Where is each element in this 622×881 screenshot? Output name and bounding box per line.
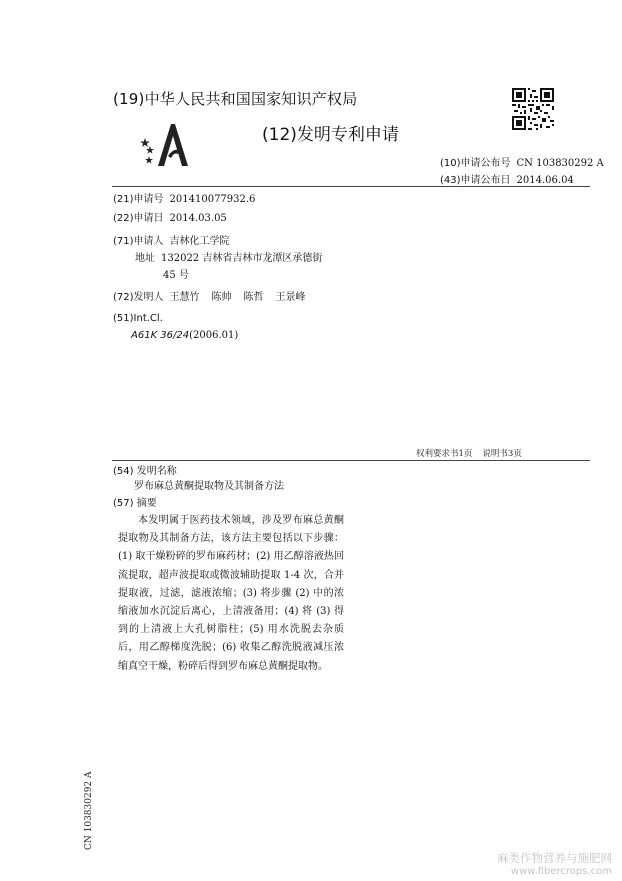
applicant-label: (71)申请人 (113, 236, 164, 247)
application-date (113, 213, 227, 225)
pages-divider (112, 460, 590, 461)
issuing-office: (19)中华人民共和国国家知识产权局 (113, 90, 358, 108)
application-date-value: 2014.03.05 (169, 213, 227, 224)
inventor-name: 陈哲 (243, 292, 264, 303)
address (135, 253, 322, 265)
int-cl-classification (131, 330, 238, 342)
page-count-info (416, 447, 522, 459)
application-number-value: 201410077932.6 (169, 194, 256, 205)
publication-date-label: (43)申请公布日 (440, 175, 511, 186)
watermark-site-name: 麻类作物营养与施肥网 (497, 851, 612, 865)
application-date-label: (22)申请日 (113, 213, 164, 224)
qr-code-icon (512, 88, 554, 130)
publication-number-row (440, 154, 604, 169)
publication-number-value: CN 103830292 A (516, 158, 604, 169)
application-number (113, 194, 255, 206)
document-type-heading: (12)发明专利申请 (262, 125, 399, 145)
inventor-name: 陈帅 (211, 292, 232, 303)
publication-date-value: 2014.06.04 (516, 175, 574, 186)
applicant-value: 吉林化工学院 (169, 236, 230, 247)
int-cl-version: (2006.01) (189, 330, 239, 341)
invention-title-label: (54) 发明名称 (113, 466, 177, 477)
applicant (113, 236, 230, 248)
side-publication-number: CN 103830292 A (84, 771, 94, 850)
publication-date-row (440, 171, 574, 186)
abstract-label: (57) 摘要 (113, 498, 157, 509)
int-cl-code: A61K 36/24 (131, 330, 190, 341)
watermark-url: www.fibercrops.com (510, 866, 612, 877)
address-line2: 45 号 (163, 270, 189, 281)
inventor-name: 王慧竹 (169, 292, 200, 303)
int-cl-label: (51)Int.Cl. (113, 313, 163, 324)
claims-pages: 权利要求书1页 (416, 449, 473, 459)
description-pages: 说明书3页 (482, 449, 522, 459)
sipo-emblem-icon (140, 118, 190, 168)
header-divider (112, 186, 590, 187)
inventors-label: (72)发明人 (113, 292, 164, 303)
application-number-label: (21)申请号 (113, 194, 164, 205)
invention-title: 罗布麻总黄酮提取物及其制备方法 (134, 481, 284, 492)
publication-number-label: (10)申请公布号 (440, 158, 511, 169)
inventors (113, 292, 306, 304)
address-label: 地址 (135, 253, 155, 264)
inventor-name: 王景峰 (275, 292, 306, 303)
abstract-text: 本发明属于医药技术领域，涉及罗布麻总黄酮提取物及其制备方法，该方法主要包括以下步骤：(1) 取干燥粉碎的罗布麻药材；(2) 用乙醇溶液热回流提取，超声波提取或微波辅助提取 1-4 次，合并提取液，过滤，滤液浓缩；(3) 将步骤 (2) 中的浓缩液加水沉淀后离心，上清液备用；(4) 将 (3) 得到的上清液上大孔树脂柱；(5) 用水洗脱去杂质后，用乙醇梯度洗脱；(6) 收集乙醇洗脱液减压浓缩真空干燥，粉碎后得到罗布麻总黄酮提取物。 (118, 515, 344, 672)
address-line1: 132022 吉林省吉林市龙潭区承德街 (161, 253, 323, 264)
